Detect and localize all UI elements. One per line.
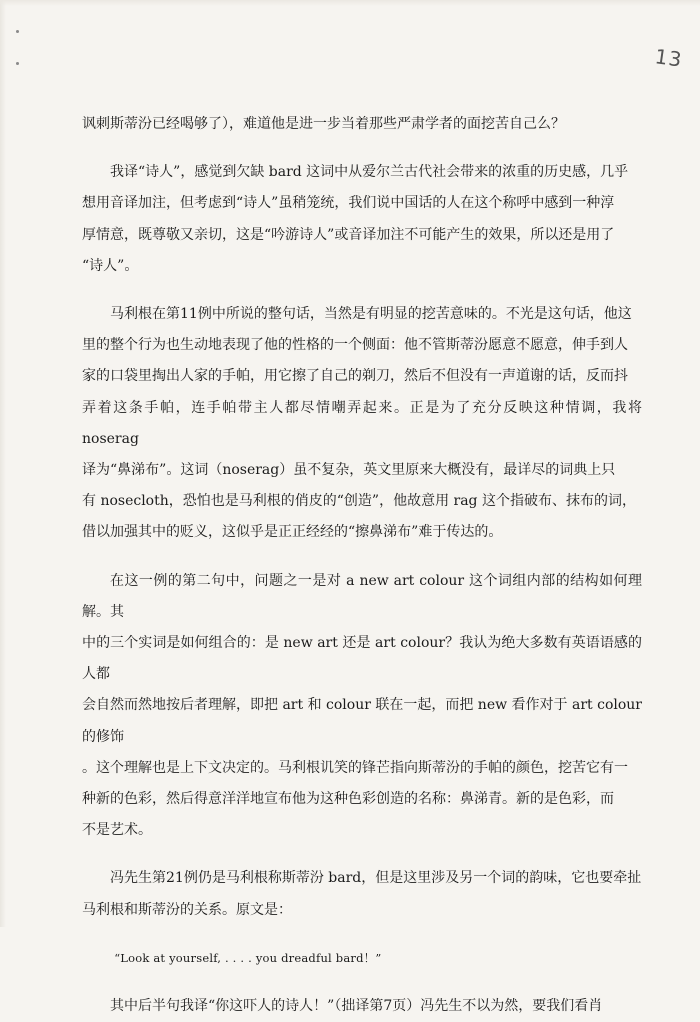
text-line: “Look at yourself, . . . . you dreadful bard！”: [114, 950, 382, 965]
document-body: [82, 109, 642, 1022]
text-line: 借以加强其中的贬义，这似乎是正正经经的“擦鼻涕布”难于传达的。: [82, 524, 503, 541]
paragraph: [82, 863, 642, 925]
punch-hole-mark: [16, 30, 19, 33]
text-line: 其中后半句我译“你这吓人的诗人！”（拙译第7页）冯先生不以为然，要我们看肖: [110, 998, 603, 1015]
text-line: 想用音译加注，但考虑到“诗人”虽稍笼统，我们说中国话的人在这个称呼中感到一种淳: [82, 195, 615, 212]
text-line: 我译“诗人”，感觉到欠缺 bard 这词中从爱尔兰古代社会带来的浓重的历史感，几乎: [110, 164, 629, 181]
page-number: 13: [653, 44, 684, 72]
text-line: 里的整个行为也生动地表现了他的性格的一个侧面：他不管斯蒂汾愿意不愿意，伸手到人: [82, 337, 628, 354]
scan-edge: [0, 0, 700, 6]
text-line: 在这一例的第二句中，问题之一是对 a new art colour 这个词组内部的结构如何理解。其: [82, 572, 642, 620]
text-line: 。这个理解也是上下文决定的。马利根讥笑的锋芒指向斯蒂汾的手帕的颜色，挖苦它有一: [82, 759, 628, 776]
text-line: “诗人”。: [82, 257, 139, 274]
punch-hole-mark: [16, 62, 19, 65]
text-line: 种新的色彩，然后得意洋洋地宣布他为这种色彩创造的名称：鼻涕青。新的是色彩，而: [82, 791, 614, 808]
text-line: 马利根和斯蒂汾的关系。原文是：: [82, 901, 292, 918]
text-line: 冯先生第21例仍是马利根称斯蒂汾 bard，但是这里涉及另一个词的韵味，它也要牵扯: [110, 870, 642, 887]
text-line: 马利根在第11例中所说的整句话，当然是有明显的挖苦意味的。不光是这句话，他这: [110, 306, 632, 323]
paragraph: [82, 991, 642, 1022]
text-line: 家的口袋里掏出人家的手帕，用它擦了自己的剃刀，然后不但没有一声道谢的话，反而抖: [82, 368, 628, 385]
text-line: 会自然而然地按后者理解，即把 art 和 colour 联在一起，而把 new 看作对于 art colour 的修饰: [82, 697, 642, 745]
text-line: 厚情意，既尊敬又亲切，这是“吟游诗人”或音译加注不可能产生的效果，所以还是用了: [82, 226, 615, 243]
paragraph: [82, 157, 642, 282]
text-line: 有 nosecloth，恐怕也是马利根的俏皮的“创造”，他故意用 rag 这个指破布、抹布的词，: [82, 493, 636, 510]
paragraph: [82, 566, 642, 847]
block-quote: [82, 943, 642, 974]
text-line: 讽刺斯蒂汾已经喝够了），难道他是进一步当着那些严肃学者的面挖苦自己么？: [82, 116, 565, 132]
text-line: 弄着这条手帕，连手帕带主人都尽情嘲弄起来。正是为了充分反映这种情调，我将 noserag: [82, 399, 642, 447]
text-line: 不是艺术。: [82, 822, 152, 839]
scan-edge: [0, 0, 6, 927]
paragraph: [82, 299, 642, 549]
text-line: 中的三个实词是如何组合的：是 new art 还是 art colour？我认为绝大多数有英语语感的人都: [82, 635, 642, 683]
text-line: 译为“鼻涕布”。这词（noserag）虽不复杂，英文里原来大概没有，最详尽的词典上只: [82, 462, 616, 479]
paragraph: [82, 109, 642, 140]
